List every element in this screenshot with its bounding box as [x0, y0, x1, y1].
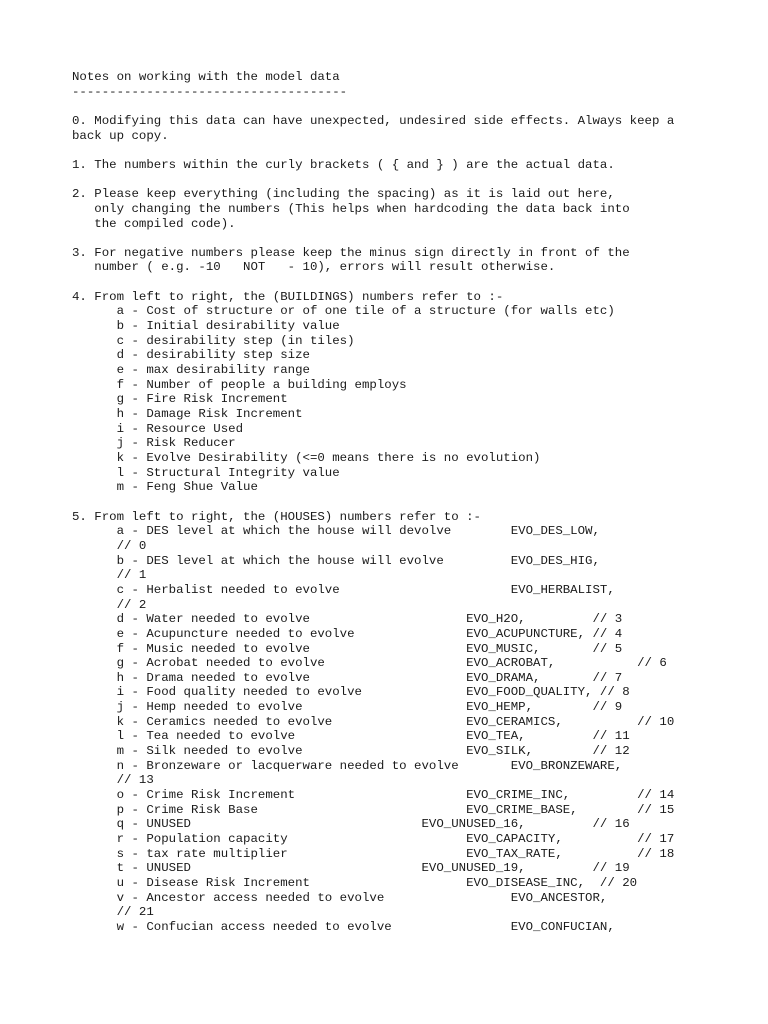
document-line: e - Acupuncture needed to evolve EVO_ACUPUNCTURE, // 4 — [72, 626, 623, 641]
document-line: o - Crime Risk Increment EVO_CRIME_INC, // 14 — [72, 788, 675, 803]
document-line: // 2 — [72, 597, 147, 612]
document-line: the compiled code). — [72, 216, 236, 231]
document-line: n - Bronzeware or lacquerware needed to evolve EVO_BRONZEWARE, — [72, 758, 623, 773]
document-line: // 21 — [72, 905, 154, 920]
document-line: g - Acrobat needed to evolve EVO_ACROBAT, // 6 — [72, 656, 667, 671]
document-line: w - Confucian access needed to evolve EVO_CONFUCIAN, — [72, 919, 615, 934]
document-line: only changing the numbers (This helps when hardcoding the data back into — [72, 201, 630, 216]
document-line: a - DES level at which the house will devolve EVO_DES_LOW, — [72, 524, 600, 539]
document-line: c - Herbalist needed to evolve EVO_HERBALIST, — [72, 582, 615, 597]
document-line: 5. From left to right, the (HOUSES) numbers refer to :- — [72, 509, 481, 524]
document-line: 4. From left to right, the (BUILDINGS) numbers refer to :- — [72, 289, 504, 304]
document-line: ------------------------------------- — [72, 84, 348, 99]
document-line: // 13 — [72, 773, 154, 788]
document-line: m - Silk needed to evolve EVO_SILK, // 12 — [72, 744, 630, 759]
document-line: number ( e.g. -10 NOT - 10), errors will result otherwise. — [72, 260, 556, 275]
document-line: h - Drama needed to evolve EVO_DRAMA, // 7 — [72, 670, 623, 685]
document-line: v - Ancestor access needed to evolve EVO_ANCESTOR, — [72, 890, 608, 905]
document-line — [72, 99, 762, 114]
document-line: back up copy. — [72, 128, 169, 143]
document-line — [72, 143, 762, 158]
document-line — [72, 495, 762, 510]
document-line: d - desirability step size — [72, 348, 310, 363]
document-line: j - Hemp needed to evolve EVO_HEMP, // 9 — [72, 700, 623, 715]
document-line: l - Tea needed to evolve EVO_TEA, // 11 — [72, 729, 630, 744]
document-line: k - Evolve Desirability (<=0 means there is no evolution) — [72, 450, 541, 465]
document-line: b - Initial desirability value — [72, 319, 340, 334]
document-line: m - Feng Shue Value — [72, 480, 258, 495]
document-line: Notes on working with the model data — [72, 70, 340, 84]
document-line: t - UNUSED EVO_UNUSED_19, // 19 — [72, 861, 630, 876]
document-line: b - DES level at which the house will evolve EVO_DES_HIG, — [72, 553, 600, 568]
document-line: q - UNUSED EVO_UNUSED_16, // 16 — [72, 817, 630, 832]
document-line — [72, 275, 762, 290]
document-line — [72, 231, 762, 246]
document-line: // 1 — [72, 568, 147, 583]
document-line: s - tax rate multiplier EVO_TAX_RATE, // 18 — [72, 846, 675, 861]
document-line: g - Fire Risk Increment — [72, 392, 288, 407]
document-line: k - Ceramics needed to evolve EVO_CERAMICS, // 10 — [72, 714, 675, 729]
document-line: h - Damage Risk Increment — [72, 407, 303, 422]
document-line: 1. The numbers within the curly brackets ( { and } ) are the actual data. — [72, 157, 615, 172]
document-line: l - Structural Integrity value — [72, 465, 340, 480]
document-line: j - Risk Reducer — [72, 436, 236, 451]
document-line: f - Music needed to evolve EVO_MUSIC, // 5 — [72, 641, 623, 656]
document-line: f - Number of people a building employs — [72, 377, 407, 392]
document-line: d - Water needed to evolve EVO_H2O, // 3 — [72, 612, 623, 627]
document-line: c - desirability step (in tiles) — [72, 333, 355, 348]
document-line: i - Food quality needed to evolve EVO_FOOD_QUALITY, // 8 — [72, 685, 630, 700]
document-line: 2. Please keep everything (including the spacing) as it is laid out here, — [72, 187, 615, 202]
document-line: u - Disease Risk Increment EVO_DISEASE_INC, // 20 — [72, 876, 638, 890]
document-line: 3. For negative numbers please keep the minus sign directly in front of the — [72, 245, 630, 260]
document-line: p - Crime Risk Base EVO_CRIME_BASE, // 15 — [72, 802, 675, 817]
document-line: i - Resource Used — [72, 421, 244, 436]
document-line: // 0 — [72, 538, 147, 553]
document-line: e - max desirability range — [72, 363, 310, 378]
document-line: a - Cost of structure or of one tile of a structure (for walls etc) — [72, 304, 615, 319]
document-line — [72, 173, 762, 188]
document-body — [72, 70, 762, 935]
document-line: r - Population capacity EVO_CAPACITY, // 17 — [72, 832, 675, 847]
document-line: 0. Modifying this data can have unexpected, undesired side effects. Always keep a — [72, 113, 675, 128]
